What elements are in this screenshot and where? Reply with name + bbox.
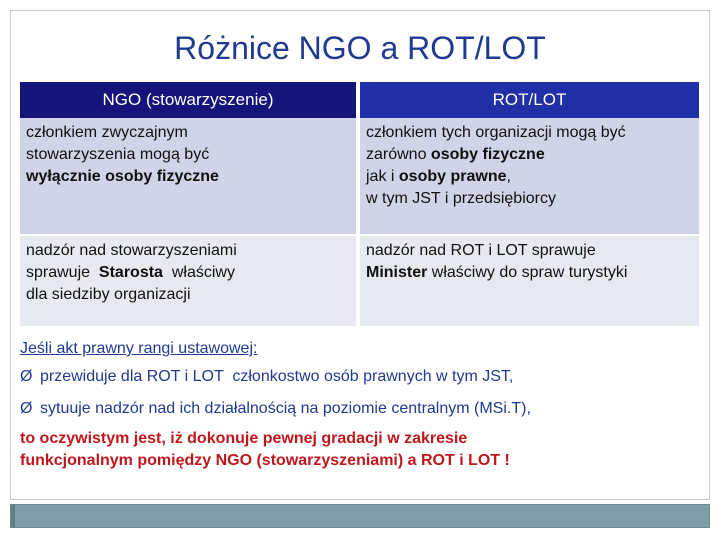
- text-line: [366, 166, 693, 188]
- notes-bullet-1: [20, 366, 513, 388]
- text-span: właściwy do spraw turystyki: [427, 264, 628, 281]
- header-ngo: NGO (stowarzyszenie): [20, 82, 356, 118]
- text-line: nadzór nad ROT i LOT sprawuje: [366, 242, 596, 259]
- text-line: [366, 144, 693, 166]
- text-line: nadzór nad stowarzyszeniami: [26, 242, 237, 259]
- header-rot-lot: ROT/LOT: [360, 82, 699, 118]
- bold-text: osoby fizyczne: [430, 146, 545, 163]
- conclusion-text: [20, 428, 700, 472]
- text-line: [26, 262, 350, 284]
- notes-intro: Jeśli akt prawny rangi ustawowej:: [20, 340, 258, 357]
- bold-text: osoby prawne: [398, 168, 507, 185]
- arrow-bullet-icon: Ø: [20, 368, 33, 385]
- text-line: [26, 166, 350, 188]
- bullet-text: przewiduje dla ROT i LOT członkostwo osób prawnych w tym JST,: [40, 368, 514, 385]
- text-line: członkiem tych organizacji mogą być: [366, 124, 626, 141]
- notes-bullet-2: [20, 398, 531, 420]
- bold-text: Starosta: [98, 264, 163, 281]
- text-line: to oczywistym jest, iż dokonuje pewnej gradacji w zakresie: [20, 430, 468, 447]
- slide-title: Różnice NGO a ROT/LOT: [174, 30, 546, 66]
- bold-text: wyłącznie osoby fizyczne: [26, 168, 219, 185]
- cell-rot-membership: [360, 118, 699, 234]
- text-line: funkcjonalnym pomiędzy NGO (stowarzyszeniami) a ROT i LOT !: [20, 452, 510, 469]
- text-line: w tym JST i przedsiębiorcy: [366, 190, 556, 207]
- text-line: dla siedziby organizacji: [26, 286, 191, 303]
- text-span: sprawuje: [26, 264, 99, 281]
- bullet-text: sytuuje nadzór nad ich działalnością na poziomie centralnym (MSi.T),: [40, 400, 531, 417]
- bold-text: Minister: [366, 264, 428, 281]
- text-span: ,: [506, 168, 511, 185]
- arrow-bullet-icon: Ø: [20, 400, 33, 417]
- text-span: zarówno: [366, 146, 431, 163]
- footer-bar: [10, 504, 710, 528]
- cell-ngo-membership: [20, 118, 356, 234]
- text-span: jak i: [366, 168, 399, 185]
- cell-rot-supervision: [360, 236, 699, 326]
- text-span: właściwy: [162, 264, 235, 281]
- text-line: stowarzyszenia mogą być: [26, 146, 210, 163]
- text-line: członkiem zwyczajnym: [26, 124, 188, 141]
- cell-ngo-supervision: [20, 236, 356, 326]
- text-line: [366, 262, 693, 284]
- footer-bar-accent: [11, 505, 15, 527]
